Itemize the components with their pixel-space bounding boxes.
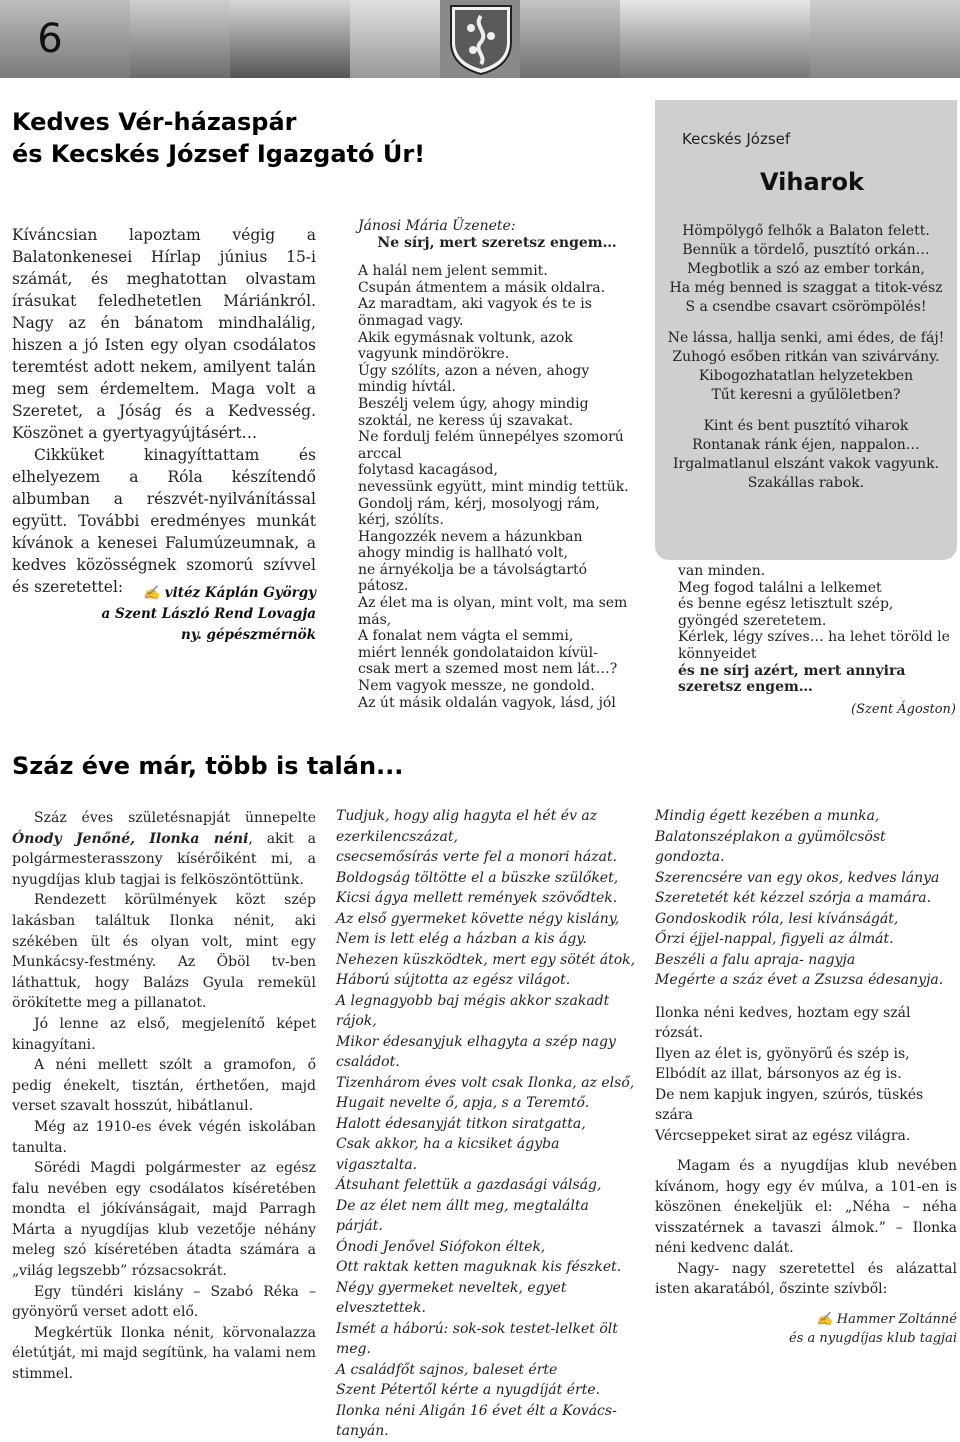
poem-line: Tűt keresni a gyűlöletben? bbox=[711, 387, 901, 403]
message-column bbox=[358, 218, 636, 711]
message-line: Hangozzék nevem a házunkban bbox=[358, 528, 583, 545]
poem-line: A legnagyobb baj mégis akkor szakadt rájok, bbox=[336, 992, 610, 1029]
verse-line: Ilonka néni kedves, hoztam egy szál rózsát. bbox=[655, 1004, 911, 1041]
message-line: Az maradtam, aki vagyok és te is önmagad vagy. bbox=[358, 296, 592, 329]
message-line: Ne fordulj felém ünnepélyes szomorú arccal bbox=[358, 429, 624, 462]
honoree-name: Ónody Jenőné, Ilonka néni bbox=[12, 830, 249, 847]
message-continuation bbox=[678, 563, 956, 718]
article-paragraph: Nagy- nagy szeretettel és alázattal isten akaratából, őszinte szívből: bbox=[655, 1260, 957, 1297]
article-paragraph: Megkértük Ilonka nénit, körvonalazza életútját, mi majd segítünk, ha valami nem stimmel. bbox=[12, 1324, 316, 1383]
poem-line: Tizenhárom éves volt csak Ilonka, az első, bbox=[336, 1074, 635, 1091]
poem-line: Zuhogó esőben ritkán van szivárvány. bbox=[672, 349, 940, 365]
col3-poem bbox=[655, 806, 957, 991]
poem-line: Irgalmatlanul elszánt vakok vagyunk. bbox=[673, 456, 939, 472]
poem-line: Boldogság töltötte el a büszke szülőket, bbox=[336, 869, 619, 886]
poem-line: Átsuhant felettük a gazdasági válság, bbox=[336, 1177, 602, 1193]
poem-line: De az élet nem állt meg, megtalálta párját. bbox=[336, 1197, 589, 1234]
poem-title: Viharok bbox=[760, 168, 864, 196]
poem-line: Megérte a száz évet a Zsuzsa édesanyja. bbox=[655, 972, 944, 988]
poem-line: Kibogozhatatlan helyzetekben bbox=[698, 368, 914, 384]
article-paragraph: Sörédi Magdi polgármester az egész falu nevében egy csodálatos kíséretében mondta el jókívánságait, majd Parragh Márta a nyugdíjas klub vezetője néhány meleg szó kíséretében átadta számára a „világ legszebb” rózsacsokrát. bbox=[12, 1160, 316, 1280]
poem-line: Nem is lett elég a házban a kis ágy. bbox=[336, 931, 587, 947]
letter-para: Cikküket kinagyíttattam és elhelyezem a Róla készítendő albumban a részvét-nyilvánítással együtt. További eredményes munkát kívánok a kenesei Falumúzeumnak, a kedves közösségnek szomorú szívvel és szeretettel: bbox=[12, 446, 316, 596]
poem-line: csecsemősírás verte fel a monori házat. bbox=[336, 849, 618, 865]
message-line: ne árnyékolja be a távolságtartó pátosz. bbox=[358, 561, 588, 595]
message-line: Az út másik oldalán vagyok, lásd, jól bbox=[358, 694, 616, 711]
poem-line: Hugait nevelte ő, apja, s a Teremtő. bbox=[336, 1095, 590, 1111]
letter-body bbox=[12, 224, 316, 598]
poem-stanza bbox=[657, 222, 955, 317]
message-source: (Szent Ágoston) bbox=[851, 701, 956, 717]
photo-strip-5 bbox=[520, 0, 620, 78]
article-paragraph: Jó lenne az első, megjelenítő képet kinagyítani. bbox=[12, 1015, 316, 1053]
photo-strip-6 bbox=[620, 0, 810, 78]
article-paragraph: Magam és a nyugdíjas klub nevében kívánom, hogy egy év múlva, a 101-en is köszönen énekeljük el: „Néha – néha visszatérnek a tavaszi álmok.” – Ilonka néni kedvenc dalát. bbox=[655, 1158, 957, 1256]
pen-icon: ✍ bbox=[143, 585, 165, 601]
poem-line: Ilonka néni Aligán 16 évet élt a Kovács-tanyán. bbox=[336, 1402, 617, 1439]
page-number: 6 bbox=[37, 16, 63, 62]
poem-line: Beszéli a falu apraja- nagyja bbox=[655, 951, 856, 968]
poem-line: Tudjuk, hogy alig hagyta el hét év az ezerkilencszázat, bbox=[336, 808, 598, 845]
message-line: Nem vagyok messze, ne gondold. bbox=[358, 678, 595, 695]
poem-line: Négy gyermeket neveltek, egyet elvesztettek. bbox=[336, 1279, 567, 1316]
article-col2-poem bbox=[336, 806, 636, 1442]
verse-line: Vércseppeket sirat az egész világra. bbox=[655, 1127, 911, 1144]
photo-strip-2 bbox=[130, 0, 230, 78]
crest-icon bbox=[443, 2, 519, 76]
letter-title-line1: Kedves Vér-házaspár bbox=[12, 108, 297, 136]
poem-line: Mikor édesanyjuk elhagyta a szép nagy családot. bbox=[336, 1033, 616, 1070]
signature-title: a Szent László Rend Lovagja bbox=[101, 606, 316, 622]
verse-line: De nem kapjuk ingyen, szúrós, tüskés szára bbox=[655, 1086, 924, 1123]
message-line: Az élet ma is olyan, mint volt, ma sem más, bbox=[358, 595, 628, 628]
article-paragraph: Még az 1910-es évek végén iskolában tanulta. bbox=[12, 1118, 316, 1156]
poem-line: Ónodi Jenővel Siófokon éltek, bbox=[336, 1238, 546, 1255]
poem-stanza bbox=[657, 417, 955, 493]
poem-line: Gondoskodik róla, lesi kívánságát, bbox=[655, 910, 899, 927]
message-line: ahogy mindig is hallható volt, bbox=[358, 545, 568, 562]
header-banner bbox=[0, 0, 960, 78]
message-line: van minden. bbox=[678, 563, 766, 579]
col3-paragraphs bbox=[655, 1156, 957, 1300]
poem-line: Mindig égett kezében a munka, bbox=[655, 808, 880, 824]
poem-line: A családfőt sajnos, baleset érte bbox=[336, 1361, 558, 1378]
message-intro: Jánosi Mária Üzenete: bbox=[358, 218, 516, 234]
message-line: nevessünk együtt, mint mindig tettük. bbox=[358, 478, 629, 495]
poem-line: Balatonszéplakon a gyümölcsöst gondozta. bbox=[655, 828, 886, 865]
message-line: A halál nem jelent semmit. bbox=[358, 263, 548, 280]
poem-line: Megbotlik a szó az ember torkán, bbox=[687, 261, 925, 277]
letter-title-line2: és Kecskés József Igazgató Úr! bbox=[12, 140, 426, 168]
message-line: Kérlek, légy szíves… ha lehet töröld le könnyeidet bbox=[678, 629, 950, 662]
poem-line: Kint és bent pusztító viharok bbox=[703, 418, 909, 434]
verse-line: Elbódít az illat, bársonyos az ég is. bbox=[655, 1066, 902, 1082]
message-line: Gondolj rám, kérj, mosolyogj rám, kérj, szólíts. bbox=[358, 495, 600, 529]
article-paragraph: Egy tündéri kislány – Szabó Réka – gyönyörű verset adott elő. bbox=[12, 1283, 316, 1321]
signature-name: ✍ Hammer Zoltánné bbox=[816, 1311, 957, 1327]
poem-line: Bennük a tördelő, pusztító orkán… bbox=[682, 242, 930, 258]
poem-line: Ismét a háború: sok-sok testet-lelket ölt meg. bbox=[336, 1320, 618, 1357]
message-line: Csupán átmentem a másik oldalra. bbox=[358, 279, 606, 296]
verse-line: Ilyen az élet is, gyönyörű és szép is, bbox=[655, 1045, 910, 1062]
signature-group: és a nyugdíjas klub tagjai bbox=[789, 1330, 957, 1346]
poem-line: Az első gyermeket követte négy kislány, bbox=[336, 910, 620, 927]
message-headline: Ne sírj, mert szeretsz engem… bbox=[377, 234, 617, 251]
article-lead: Száz éves születésnapját ünnepelte Ónody Jenőné, Ilonka néni, akit a polgármesterasszony kísérőiként mi, a nyugdíjas klub tagjai is felköszöntöttünk. bbox=[12, 810, 316, 888]
article-col1 bbox=[12, 808, 316, 1385]
article-paragraphs bbox=[12, 890, 316, 1384]
article-signature bbox=[655, 1310, 957, 1348]
poem-line: Szent Pétertől kérte a nyugdíját érte. bbox=[336, 1382, 601, 1398]
article-col3 bbox=[655, 806, 957, 1348]
poem-line: Csak akkor, ha a kicsiket ágyba vigasztalta. bbox=[336, 1136, 560, 1173]
poem-line: Szerencsére van egy okos, kedves lánya bbox=[655, 869, 940, 886]
signature-name: ✍ vitéz Káplán György bbox=[143, 585, 316, 601]
poem-line: Őrzi éjjel-nappal, figyeli az álmát. bbox=[655, 931, 894, 947]
poem-line: Háború sújtotta az egész világot. bbox=[336, 972, 571, 988]
message-cont-lines bbox=[678, 563, 956, 663]
message-line: folytasd kacagásod, bbox=[358, 462, 498, 479]
pen-icon: ✍ bbox=[816, 1311, 837, 1327]
signature-profession: ny. gépészmérnök bbox=[181, 627, 316, 643]
photo-strip-7 bbox=[810, 0, 960, 78]
poem-line: Halott édesanyját titkon siratgatta, bbox=[336, 1115, 586, 1132]
poem-line: Ha még benned is szaggat a titok-vész bbox=[669, 280, 943, 296]
message-line: Akik egymásnak voltunk, azok vagyunk mindörökre. bbox=[358, 329, 573, 363]
poem-line: S a csendbe csavart csörömpölés! bbox=[685, 299, 927, 315]
letter-signature bbox=[12, 583, 316, 646]
poem-stanza bbox=[657, 329, 955, 405]
photo-strip-3 bbox=[230, 0, 350, 78]
poem-line: Kicsi ágya mellett remények szövődtek. bbox=[336, 890, 618, 906]
poem-line: Ott raktak ketten maguknak kis fészket. bbox=[336, 1259, 622, 1275]
letter-title bbox=[12, 106, 642, 170]
message-line: A fonalat nem vágta el semmi, bbox=[358, 628, 574, 645]
letter-para: Kíváncsian lapoztam végig a Balatonkenesei Hírlap június 15-i számát, és meghatottan olvastam írásukat feledhetetlen Máriánkról. Nagy az én bánatom mindhalálig, hiszen a jó Isten egy olyan csodálatos teremtést adott nekem, amilyent talán meg sem érdemeltem. Maga volt a Szeretet, a Jóság és a Kedvesség. Köszönet a gyertyagyújtásért… bbox=[12, 226, 316, 442]
poem-line: Nehezen küszködtek, mert egy sötét átok, bbox=[336, 951, 636, 968]
poem-line: Szakállas rabok. bbox=[747, 475, 865, 491]
poem-line: Rontanak ránk éjen, nappalon… bbox=[692, 437, 920, 453]
poem-body bbox=[657, 222, 955, 493]
article-paragraph: Rendezett körülmények közt szép lakásban találtuk Ilonka nénit, aki székében ült és olyan volt, mint egy Munkácsy-festmény. Az Öböl tv-ben láthattuk, hogy Balázs Gyula remekül örökítette meg a pillanatot. bbox=[12, 892, 316, 1012]
message-line: Meg fogod találni a lelkemet bbox=[678, 579, 882, 596]
message-line: miért lennék gondolataidon kívül- bbox=[358, 644, 598, 661]
poem-line: Hömpölygő felhők a Balaton felett. bbox=[682, 223, 930, 239]
poem-author: Kecskés József bbox=[682, 130, 791, 148]
message-line: Beszélj velem úgy, ahogy mindig szoktál, ne keress új szavakat. bbox=[358, 395, 589, 429]
message-line: csak mert a szemed most nem lát…? bbox=[358, 661, 618, 678]
message-line: Úgy szólíts, azon a néven, ahogy mindig hívtál. bbox=[358, 362, 590, 396]
photo-strip-4 bbox=[350, 0, 440, 78]
article-title: Száz éve már, több is talán... bbox=[12, 752, 404, 780]
col3-verse bbox=[655, 1003, 957, 1147]
poem-line: Ne lássa, hallja senki, ami édes, de fáj! bbox=[667, 330, 945, 346]
message-lines bbox=[358, 263, 636, 711]
message-closing: és ne sírj azért, mert annyira szeretsz engem… bbox=[678, 662, 906, 696]
message-line: és benne egész letisztult szép, gyöngéd szeretetem. bbox=[678, 596, 894, 629]
poem-line: Szeretetét két kézzel szórja a mamára. bbox=[655, 890, 932, 906]
article-paragraph: A néni mellett szólt a gramofon, ő pedig énekelt, tisztán, érthetően, majd verset szavalt hosszút, hibátlanul. bbox=[12, 1057, 316, 1115]
